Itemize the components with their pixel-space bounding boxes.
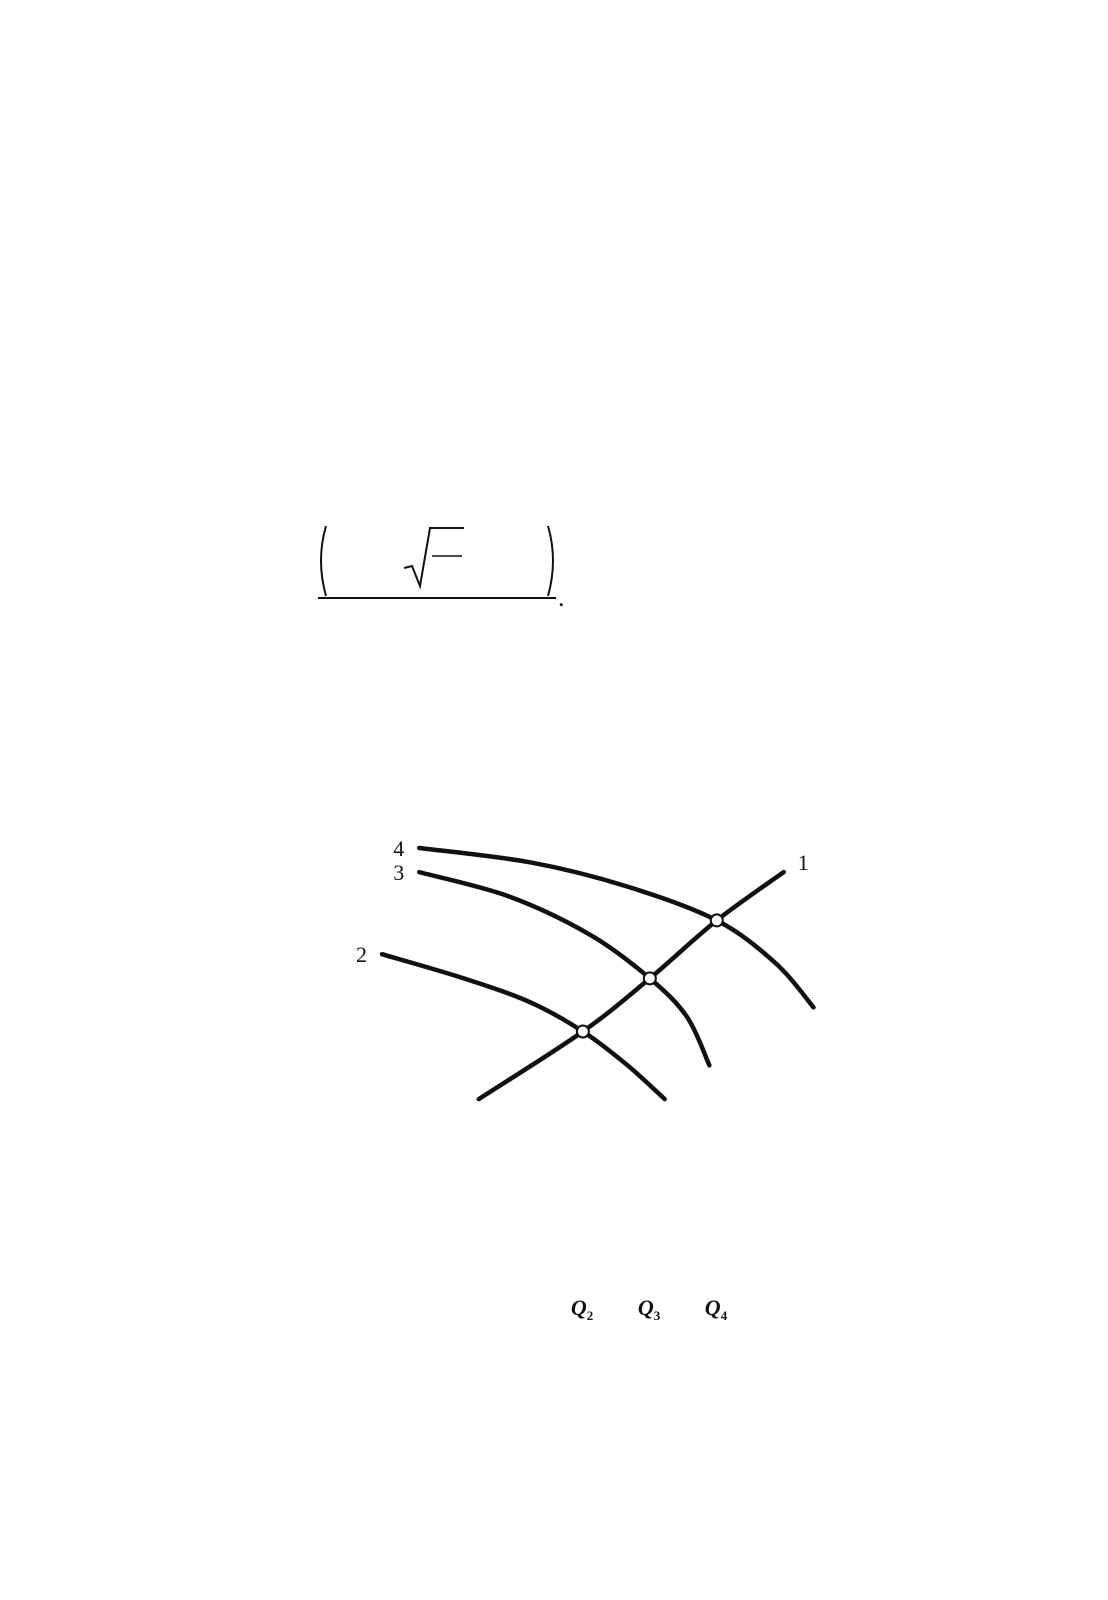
series-line-2 <box>382 954 665 1099</box>
x-tick-label: $Q_2$ <box>570 1295 594 1323</box>
intersection-point <box>644 972 656 984</box>
figure-9-42-chart <box>0 780 1108 1340</box>
paren-left <box>321 526 326 596</box>
formula-9-298 <box>0 520 1108 660</box>
series-label-4: 4 <box>393 835 405 861</box>
series-line-1 <box>479 872 784 1099</box>
series-label-3: 3 <box>393 860 405 886</box>
paren-right <box>548 526 553 596</box>
x-tick-label: $Q_4$ <box>704 1295 728 1323</box>
formula-period: . <box>558 583 565 612</box>
root-sign <box>404 528 464 586</box>
series-label-1: 1 <box>797 850 809 876</box>
intersection-point <box>577 1026 589 1038</box>
x-tick-label: $Q_3$ <box>637 1295 661 1323</box>
series-label-2: 2 <box>356 942 367 968</box>
intersection-point <box>711 914 723 926</box>
